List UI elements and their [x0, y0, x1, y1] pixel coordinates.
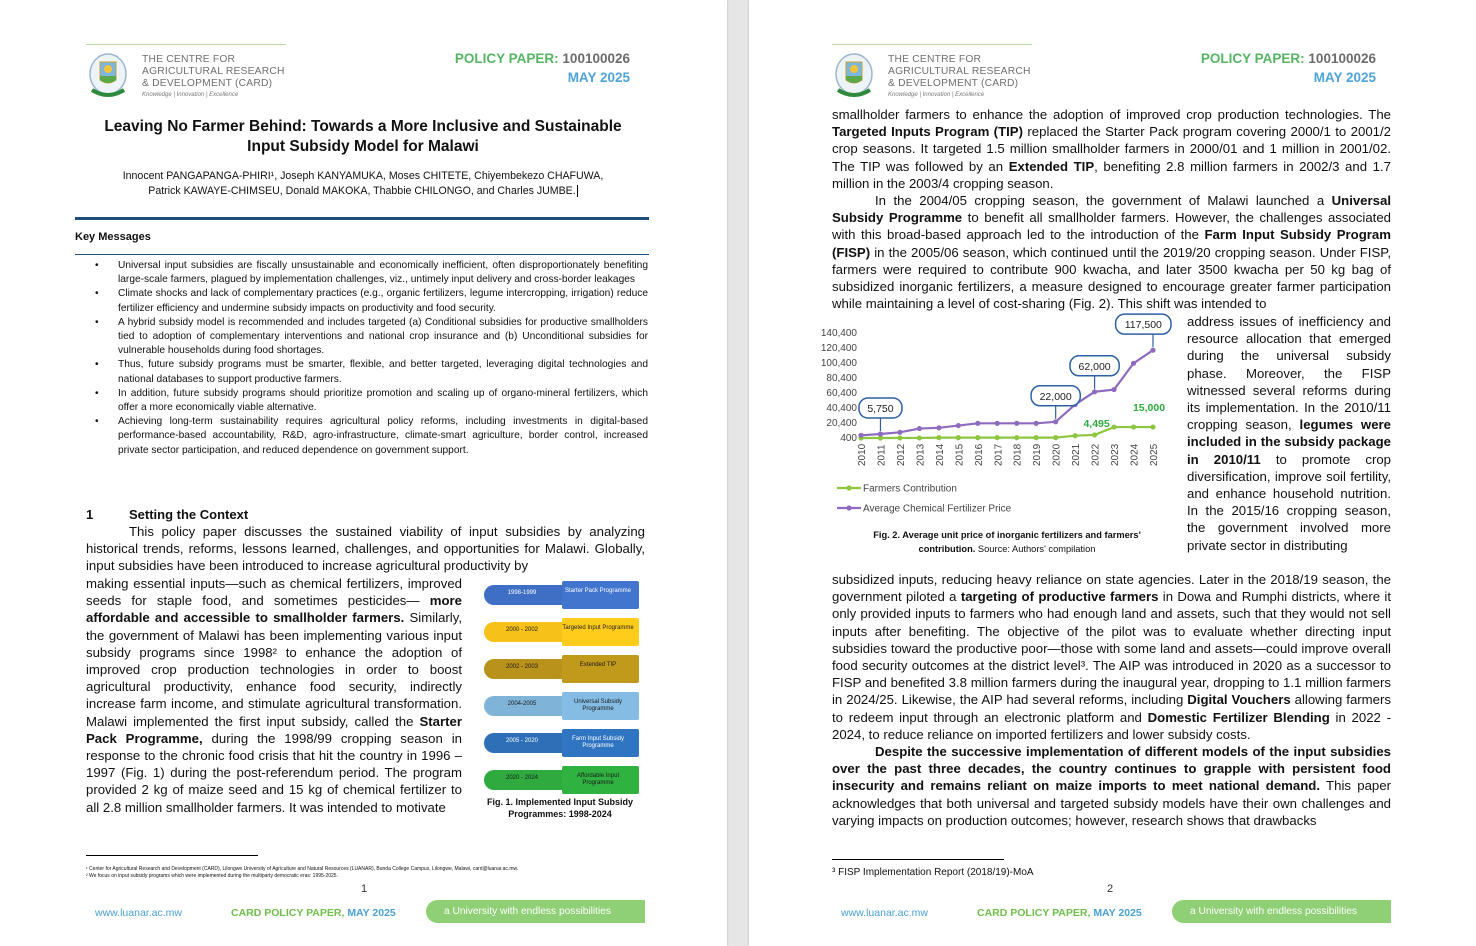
y-tick-label: 40,400: [826, 403, 857, 414]
data-point: [956, 435, 961, 440]
timeline-label: Farm Input Subsidy Programme: [571, 736, 625, 749]
data-point: [897, 430, 902, 435]
y-tick-label: 60,400: [826, 388, 857, 399]
text-run: to benefit all smallholder farmers. However, the challenges associated with this broad-based approach led to the introduction of the: [832, 210, 1391, 243]
footer-card: CARD POLICY PAPER, MAY 2025: [231, 907, 396, 919]
callout-label: 22,000: [1039, 390, 1072, 403]
key-messages-heading: Key Messages: [75, 231, 151, 243]
x-tick-label: 2011: [876, 444, 888, 466]
callout-label: 62,000: [1078, 360, 1111, 373]
org-name: THE CENTRE FOR AGRICULTURAL RESEARCH & DEVELOPMENT (CARD): [888, 54, 1031, 89]
fig1-timeline: [480, 583, 638, 793]
header-rule: [86, 44, 286, 45]
section-number: 1: [86, 507, 94, 522]
data-point: [1111, 424, 1116, 429]
org-tagline: Knowledge | Innovation | Excellence: [142, 92, 239, 98]
timeline-label-box: [562, 655, 639, 683]
page-number: 1: [361, 883, 368, 895]
data-point: [1131, 424, 1136, 429]
data-point: [956, 423, 961, 428]
y-tick-label: 80,400: [826, 373, 857, 384]
key-message-text: In addition, future subsidy programs should prioritize promotion and scaling up of organo-mineral fertilizers, which offer a more economically viable alternative.: [118, 387, 648, 414]
bullet-icon: •: [95, 316, 99, 328]
timeline-item: [484, 585, 634, 605]
legend-marker: [846, 485, 851, 490]
text-run: to promote crop diversification, improve soil fertility, and enhance household nutrition. In the 2015/16 cropping season, the government involved more private sector in distributing: [1187, 451, 1392, 553]
data-point: [1150, 424, 1155, 429]
key-message-text: Universal input subsidies are fiscally unsustainable and economically inefficient, often disproportionately benefiting large-scale farmers, plagued by implementation challenges, viz., untimely input delivery and cross-border leakages: [118, 260, 648, 286]
legend-entry: Average Chemical Fertilizer Price: [863, 503, 1012, 515]
timeline-years: 2004-2005: [507, 701, 537, 707]
data-point: [878, 431, 883, 436]
text-run: In the 2004/05 cropping season, the government of Malawi launched a: [875, 193, 1332, 209]
key-message-text: Thus, future subsidy programs must be smarter, flexible, and better targeted, leveraging digital technologies and national databases to support productive farmers.: [118, 359, 648, 385]
key-message-item: [95, 287, 648, 315]
data-point: [936, 435, 941, 440]
x-tick-label: 2015: [954, 443, 966, 466]
paper-date: MAY 2025: [1313, 70, 1376, 85]
fig2-line-chart: [820, 318, 1176, 523]
x-tick-label: 2020: [1051, 443, 1063, 466]
page-2: [749, 0, 1476, 946]
card-logo-icon: [88, 52, 128, 100]
x-tick-label: 2012: [895, 443, 907, 466]
timeline-label-box: [562, 618, 639, 646]
paper-number: POLICY PAPER: 100100026: [1200, 51, 1376, 66]
page2-text-top: [832, 106, 1391, 312]
timeline-label: Universal Subsidy Programme: [573, 699, 623, 712]
intro-paragraph: This policy paper discusses the sustained viability of input subsidies by analyzing historical trends, reforms, lessons learned, challenges, and opportunities for Malawi. Globally, input subsidies have been introduced to increase agricultural productivity by: [86, 524, 645, 574]
data-point: [917, 435, 922, 440]
key-messages-rule: [75, 254, 649, 255]
data-point: [1053, 435, 1058, 440]
y-tick-label: 100,400: [820, 358, 857, 369]
data-label: 4,495: [1083, 417, 1110, 430]
bullet-icon: •: [95, 260, 99, 271]
data-point: [936, 425, 941, 430]
y-tick-label: 120,400: [820, 343, 857, 354]
intro-paragraph-continued: making essential inputs—such as chemical fertilizers, improved seeds for staple food, and sometimes pesticides— more affordable and accessible to smallholder farmers. Similarly, the government of Malawi has been implementing various input subsidy programs since 1998² to enhance the adoption of improved crop production technologies in order to boost agricultural productivity, enhance food security, indirectly increase farm income, and stimulate agricultural transformation. Malawi implemented the first input subsidy, called the Starter Pack Programme, during the 1998/99 cropping season in response to the chronic food crisis that hit the country in 1996 – 1997 (Fig. 1) during the post-referendum period. The program provided 2 kg of maize seed and 15 kg of chemical fertilizer to all 2.8 million smallholder farmers. It was intended to motivate: [86, 576, 463, 815]
text-run: subsidized inputs, reducing heavy reliance on state agencies. Later in the 2018/19 season, the government piloted a: [832, 572, 1391, 605]
legend-marker: [846, 505, 851, 510]
footnote-2: ² We focus on input subsidy programs which were implemented during the multiparty democratic eras: 1995-2025.: [86, 873, 338, 879]
fig2-caption: Fig. 2. Average unit price of inorganic fertilizers and farmers' contribution. Source: Authors' compilation: [873, 530, 1141, 554]
y-tick-label: 140,400: [820, 328, 857, 339]
footer-url[interactable]: www.luanar.ac.mw: [841, 907, 928, 919]
key-message-item: [95, 259, 648, 287]
footer-card: CARD POLICY PAPER, MAY 2025: [977, 907, 1142, 919]
timeline-label-box: [562, 581, 639, 609]
bold-text: Domestic Fertilizer Blending: [1147, 709, 1330, 725]
section-title: Setting the Context: [129, 507, 249, 522]
paper-date: MAY 2025: [567, 70, 630, 85]
bold-text: Universal Subsidy Programme: [832, 193, 1391, 226]
data-point: [1034, 435, 1039, 440]
bold-text: Despite the successive implementation of different models of the input subsidies over the past three decades, the country continues to grapple with persistent food insecurity and remains reliant on maize imports to meet national demand.: [832, 744, 1391, 794]
page2-text-bottom: [832, 571, 1391, 829]
data-point: [995, 421, 1000, 426]
key-message-text: A hybrid subsidy model is recommended and includes targeted (a) Conditional subsidies for productive smallholders tied to adoption of complementary interventions and national crop insurance and (b) Unconditional subsidies for vulnerable households during food shortages.: [118, 316, 648, 357]
data-point: [1073, 433, 1078, 438]
data-label: 15,000: [1132, 402, 1166, 415]
x-tick-label: 2013: [915, 443, 927, 466]
data-point: [1150, 348, 1155, 353]
x-tick-label: 2025: [1149, 443, 1160, 466]
key-message-item: [95, 415, 648, 458]
timeline-years: 2005 - 2020: [505, 738, 539, 744]
data-point: [917, 426, 922, 431]
bold-text: legumes were included in the subsidy package in 2010/11: [1187, 417, 1391, 467]
key-message-text: Climate shocks and lack of complementary practices (e.g., organic fertilizers, legume intercropping, irrigation) reduce fertilizer efficiency and undermine subsidy impacts on productivity and food security.: [118, 288, 648, 314]
timeline-item: [484, 696, 634, 716]
x-tick-label: 2018: [1012, 443, 1024, 466]
timeline-years: 1998-1999: [507, 590, 537, 596]
org-name: THE CENTRE FOR AGRICULTURAL RESEARCH & DEVELOPMENT (CARD): [142, 54, 285, 89]
bold-text: Extended TIP: [1008, 158, 1095, 174]
data-point: [975, 421, 980, 426]
y-tick-label: 20,400: [826, 418, 857, 429]
text-run: in Dowa and Rumphi districts, where it only provided inputs to farmers who had enough land and assets, such that they would not sell inputs after benefiting. The objective of the pilot was to evaluate whether directing input subsidies toward the productive poor—those with some land and assets—could improve overall food security outcomes at the district level³. The AIP was introduced in 2020 as a successor to FISP and benefited 3.8 million farmers during the inaugural year, dropping to 1.1 million farmers in 2024/25. Likewise, the AIP had several reforms, including: [832, 589, 1391, 708]
footnote-3: ³ FISP Implementation Report (2018/19)-MoA: [832, 867, 1034, 878]
text-run: This paper acknowledges that both universal and targeted subsidy models have their own challenges and varying impacts on production outcomes; however, research shows that drawbacks: [832, 778, 1391, 828]
bullet-icon: •: [95, 359, 99, 371]
timeline-label: Affordable Input Programme: [576, 773, 620, 786]
callout-label: 5,750: [867, 402, 894, 415]
page-number: 2: [1107, 883, 1114, 895]
text-run: in 2022 - 2024, to reduce reliance on imported fertilizers and lower subsidy costs.: [832, 709, 1391, 742]
text-run: , benefiting 2.8 million farmers in 2002/3 and 1.7 million in the 2003/4 cropping season.: [832, 158, 1391, 191]
bullet-icon: •: [95, 387, 99, 399]
bold-text: Farm Input Subsidy Program (FISP): [832, 227, 1391, 260]
x-tick-label: 2024: [1129, 443, 1141, 466]
data-point: [995, 435, 1000, 440]
x-tick-label: 2019: [1032, 443, 1044, 466]
data-point: [975, 435, 980, 440]
data-point: [897, 435, 902, 440]
data-point: [1014, 435, 1019, 440]
data-point: [1014, 421, 1019, 426]
key-message-item: [95, 387, 648, 415]
page2-text-right: [1187, 313, 1391, 554]
text-run: replaced the Starter Pack program covering 2000/1 to 2001/2 crop seasons. It targeted 1.5 million smallholder farmers in 2000/01 and 1 million in 2001/02. The TIP was followed by an: [832, 124, 1391, 174]
x-tick-label: 2021: [1071, 443, 1083, 466]
authors: Innocent PANGAPANGA-PHIRI¹, Joseph KANYAMUKA, Moses CHITETE, Chiyembekezo CHAFUWA, Patrick KAWAYE-CHIMSEU, Donald MAKOKA, Thabbie CHILONGO, and Charles JUMBE.: [122, 170, 604, 197]
paper-number: POLICY PAPER: 100100026: [454, 51, 630, 66]
fig1-caption: Fig. 1. Implemented Input Subsidy Programmes: 1998-2024: [486, 797, 633, 819]
footnote-rule: [832, 859, 1004, 860]
text-run: smallholder farmers to enhance the adoption of improved crop production technologies. The: [832, 107, 1391, 122]
timeline-item: [484, 659, 634, 679]
y-tick-label: 400: [840, 433, 857, 444]
timeline-label: Targeted Input Programme: [562, 625, 634, 631]
key-message-text: Achieving long-term sustainability requires agricultural policy reforms, including investments in digital-based performance-based accountability, R&D, agro-infrastructure, climate-smart agriculture, border control, increased private sector participation, and reduced dependence on government support.: [118, 416, 648, 456]
header-rule: [832, 44, 1032, 45]
timeline-label: Extended TIP: [579, 662, 617, 668]
data-point: [1111, 387, 1116, 392]
data-point: [858, 433, 863, 438]
timeline-item: [484, 770, 634, 790]
bold-text: targeting of productive farmers: [960, 589, 1159, 605]
key-messages-top-rule: [75, 217, 649, 220]
bold-text: Targeted Inputs Program (TIP): [832, 124, 1023, 140]
card-logo-icon: [834, 52, 874, 100]
data-point: [1034, 421, 1039, 426]
x-tick-label: 2023: [1110, 443, 1122, 466]
text-run: address issues of inefficiency and resource allocation that emerged during the universal subsidy phase. Moreover, the FISP witnessed several reforms during its implementation. In the 2010/11 cropping season,: [1187, 314, 1391, 433]
text-run: allowing farmers to redeem input through an electronic platform and: [832, 692, 1391, 725]
paper-title: Leaving No Farmer Behind: Towards a More Inclusive and Sustainable Input Subsidy Model for Malawi: [104, 118, 622, 155]
key-message-item: [95, 358, 648, 386]
timeline-years: 2000 - 2002: [505, 627, 539, 633]
bold-text: Digital Vouchers: [1187, 692, 1291, 708]
footnote-rule: [86, 855, 258, 856]
data-point: [1092, 389, 1097, 394]
x-tick-label: 2022: [1090, 443, 1102, 466]
footer-url[interactable]: www.luanar.ac.mw: [95, 907, 182, 919]
footer-tagline: a University with endless possibilities: [426, 900, 645, 923]
data-point: [1053, 419, 1058, 424]
text-run: in the 2005/06 season, which continued until the 2019/20 cropping season. Under FISP, farmers were required to contribute 900 kwacha, and later 3500 kwacha per 50 kg bag of subsidized inorganic fertilizers, a measure designed to encourage greater farmer participation while maintaining a level of cost-sharing (Fig. 2). This shift was intended to: [832, 244, 1391, 312]
timeline-years: 2020 - 2024: [505, 775, 539, 781]
timeline-years: 2002 - 2003: [505, 664, 539, 670]
page-1: [0, 0, 727, 946]
key-message-item: [95, 316, 648, 359]
x-tick-label: 2017: [993, 443, 1005, 466]
legend-entry: Farmers Contribution: [863, 483, 957, 495]
timeline-item: [484, 733, 634, 753]
timeline-label: Starter Pack Programme: [564, 588, 632, 594]
footnote-1: ¹ Center for Agricultural Research and Development (CARD), Lilongwe University of Agriculture and Natural Resources (LUANAR), Bunda College Campus, Lilongwe, Malawi, card@luanar.ac.mw.: [86, 866, 519, 872]
data-point: [1092, 432, 1097, 437]
org-tagline: Knowledge | Innovation | Excellence: [888, 92, 985, 98]
x-tick-label: 2010: [857, 443, 868, 466]
timeline-item: [484, 622, 634, 642]
data-point: [1131, 361, 1136, 366]
x-tick-label: 2016: [973, 443, 985, 466]
callout-label: 117,500: [1124, 319, 1162, 332]
bullet-icon: •: [95, 288, 99, 300]
x-tick-label: 2014: [934, 443, 946, 466]
key-messages-list: [95, 259, 648, 458]
footer-tagline: a University with endless possibilities: [1172, 900, 1391, 923]
bullet-icon: •: [95, 416, 99, 428]
